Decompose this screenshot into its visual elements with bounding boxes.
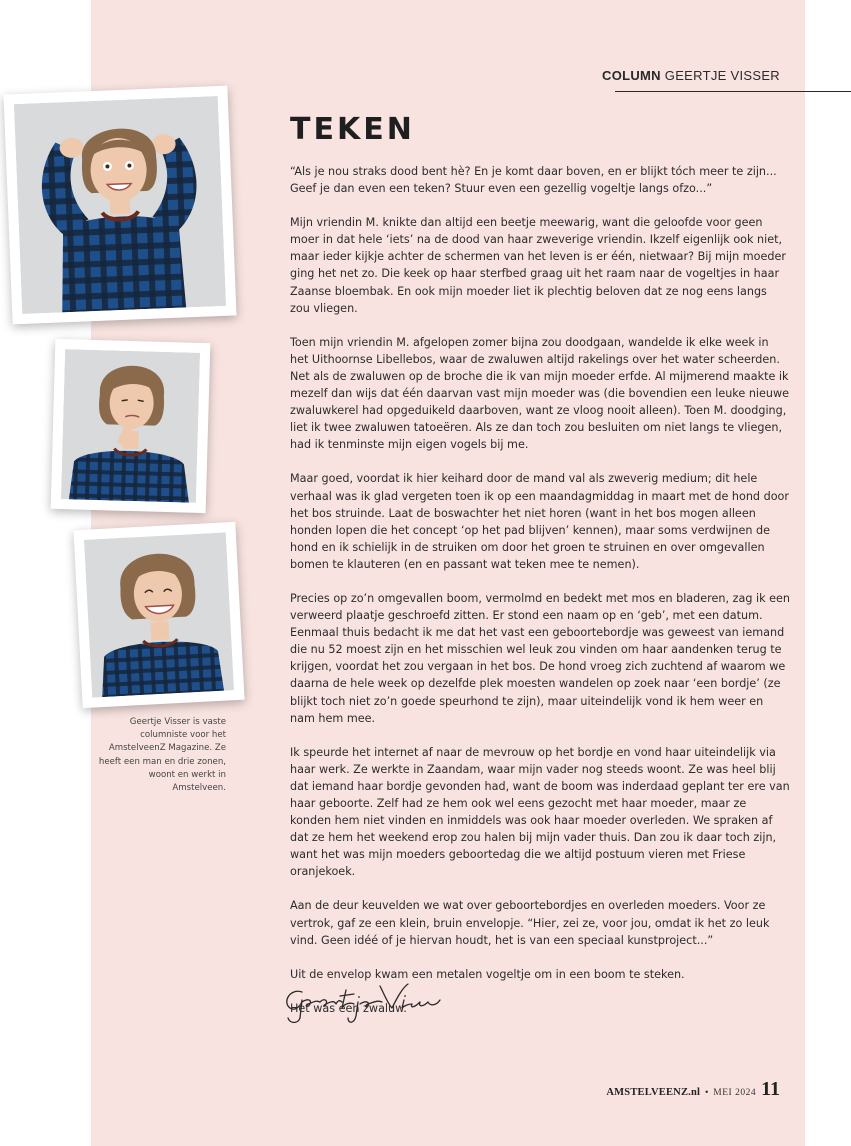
page-footer (600, 1078, 780, 1102)
author-signature (280, 978, 450, 1028)
author-photo-thinking (51, 339, 211, 513)
column-header (560, 68, 780, 83)
paragraph: Mijn vriendin M. knikte dan altijd een beetje meewarig, want die geloofde voor geen moer in dat hele ‘iets’ na de dood van haar zweverige vriendin. Ikzelf eigenlijk ook niet, maar ieder kijkje achter de schermen van het leven is er één, nietwaar? Bij mijn moeder ging het net zo. Die keek op haar sterfbed graag uit het raam naar de vogeltjes in haar Zaanse bloembak. En ook mijn moeder liet ik plechtig beloven dat ze nog eens langs zou vliegen. (290, 216, 786, 315)
issue-date: MEI 2024 (713, 1088, 757, 1098)
paragraph: Precies op zo’n omgevallen boom, vermolmd en bedekt met mos en bladeren, zag ik een verweerd plaatje geschroefd zitten. Er stond een naam op en ‘geb’, met een datum. Eenmaal thuis bedacht ik me dat het vast een geboortebordje was geweest van iemand die nu 52 moest zijn en het misschien wel leuk zou vinden om haar aandenken terug te krijgen, voordat het zou vergaan in het bos. De hond vroeg zich zuchtend af waarom we daarna de hele week op dezelfde plek moesten wandelen op zoek naar ‘een bordje’ (ze blijkt toch niet zo’n goede speurhond te zijn), maar uiteindelijk vond ik hem weer en nam hem mee. (290, 591, 790, 725)
page-number: 11 (761, 1078, 780, 1100)
paragraph: Aan de deur keuvelden we wat over geboortebordjes en overleden moeders. Voor ze vertrok, gaf ze een klein, bruin envelopje. “Hier, zei ze, voor jou, omdat ik het zo leuk vind. Geen idéé of je hiervan houdt, het is van een speciaal kunstproject...” (290, 899, 770, 947)
header-section: COLUMN (602, 68, 661, 83)
author-photo-smiling (73, 522, 244, 708)
author-photo-hands-on-head (3, 86, 236, 325)
article-title: TEKEN (290, 112, 415, 147)
header-rule (615, 91, 851, 92)
author-bio-caption: Geertje Visser is vaste columniste voor het AmstelveenZ Magazine. Ze heeft een man en drie zonen, woont en werkt in Amstelveen. (98, 717, 226, 794)
paragraph: Maar goed, voordat ik hier keihard door de mand val als zweverig medium; dit hele verhaal was ik glad vergeten toen ik op een maandagmiddag in maart met de hond door het bos struinde. Laat de boswachter het niet horen (want in het bos mogen alleen honden lopen die het concept ‘op het pad blijven’ kennen), maar soms verdwijnen de hond en ik schielijk in de struiken om door het groen te struinen en over omgevallen bomen te klauteren (en en passant wat teken mee te nemen). (290, 472, 789, 571)
paragraph: Toen mijn vriendin M. afgelopen zomer bijna zou doodgaan, wandelde ik elke week in het Uithoornse Libellebos, waar de zwaluwen altijd rakelings over het water scheerden. Net als de zwaluwen op de broche die ik van mijn moeder erfde. Al mijmerend maakte ik mezelf dan wijs dat één daarvan vast mijn moeder was (die bovendien een leuke nieuwe zwaluwkerel had opgeduikeld daarboven, want ze vloog nooit alleen). Toen M. doodging, liet ik twee zwaluwen tatoeëren. Als ze dan toch zou besluiten om niet langs te vliegen, had ik tenminste mijn eigen vogels bij me. (290, 335, 790, 452)
magazine-name: AMSTELVEENZ.nl (606, 1087, 701, 1098)
header-author: GEERTJE VISSER (664, 68, 780, 83)
paragraph: Uit de envelop kwam een metalen vogeltje om in een boom te steken. (290, 967, 685, 981)
footer-separator: • (705, 1087, 709, 1097)
paragraph: “Als je nou straks dood bent hè? En je komt daar boven, en er blijkt tóch meer te zijn... Geef je dan even een teken? Stuur even een gezellig vogeltje langs ofzo...” (290, 165, 777, 196)
article-body (290, 163, 790, 1034)
paragraph: Ik speurde het internet af naar de mevrouw op het bordje en vond haar uiteindelijk via haar werk. Ze werkte in Zaandam, waar mijn vader nog steeds woont. Ze was heel blij dat iemand haar bordje gevonden had, want de boom was inderdaad geplant ter ere van haar geboorte. Zelf had ze hem ook wel eens gezocht met haar moeder, maar ze konden hem niet vinden en inmiddels was ook haar moeder overleden. We spraken af dat ze hem het weekend erop zou halen bij mijn vader thuis. Dan zou ik daar toch zijn, want het was mijn moeders geboortedag die we altijd postuum vieren met Friese oranjekoek. (290, 745, 790, 879)
paragraph: Het was een zwaluw. (290, 1001, 407, 1015)
